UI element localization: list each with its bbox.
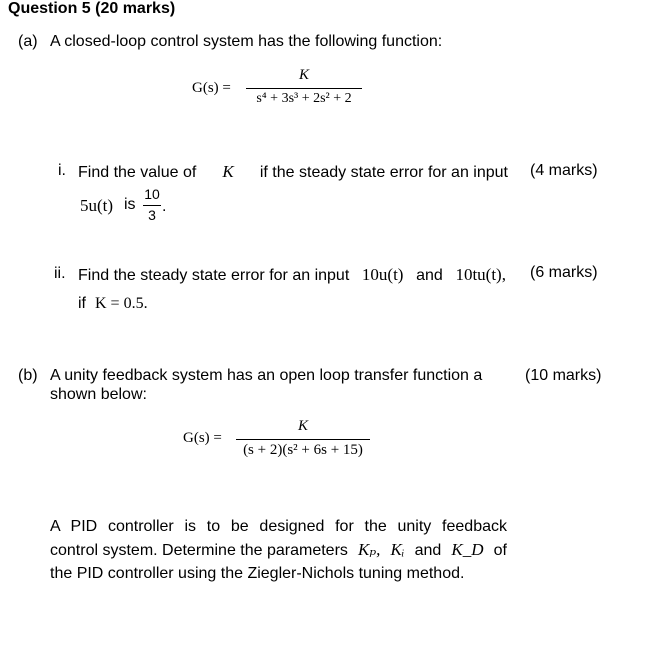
pid-of: of xyxy=(493,542,507,559)
part-b-line1: A unity feedback system has an open loop transfer function a xyxy=(50,367,483,384)
pid-line1: A PID controller is to be designed for the unity feedback xyxy=(50,518,507,535)
sub-i-var-k: K xyxy=(222,162,234,181)
sub-i-frac-num: 10 xyxy=(144,186,160,202)
sub-ii-text1: Find the steady state error for an input xyxy=(78,267,350,284)
sub-ii-line1 xyxy=(78,265,506,285)
pid-ki: Kᵢ xyxy=(390,540,405,559)
part-b-marks: (10 marks) xyxy=(525,367,602,384)
part-b-label: (b) xyxy=(18,367,38,384)
sub-i-line1 xyxy=(78,162,508,182)
eq-a-denominator: s⁴ + 3s³ + 2s² + 2 xyxy=(256,91,352,106)
sub-i-frac-bar xyxy=(143,205,161,206)
sub-i-is: is xyxy=(124,196,136,213)
eq-a-fraction-bar xyxy=(246,88,362,89)
sub-ii-input1: 10u(t) xyxy=(361,265,404,284)
sub-ii-marks: (6 marks) xyxy=(530,264,598,281)
sub-i-period: . xyxy=(162,198,167,215)
eq-b-numerator: K xyxy=(297,418,308,434)
pid-line3: the PID controller using the Ziegler-Nichols tuning method. xyxy=(50,565,465,582)
eq-b-fraction-bar xyxy=(236,439,370,440)
pid-line2-text: control system. Determine the parameters xyxy=(50,542,348,559)
part-a-label: (a) xyxy=(18,33,38,50)
eq-a-numerator: K xyxy=(298,67,309,83)
sub-ii-and: and xyxy=(416,267,443,284)
part-a-intro: A closed-loop control system has the following function: xyxy=(50,33,443,50)
question-title: Question 5 (20 marks) xyxy=(8,0,176,17)
pid-kd: K_D xyxy=(451,540,484,559)
pid-and: and xyxy=(414,542,442,559)
sub-i-text1: Find the value of xyxy=(78,164,197,181)
pid-kp: Kₚ, xyxy=(357,540,381,559)
sub-i-marks: (4 marks) xyxy=(530,162,598,179)
sub-i-input: 5u(t) xyxy=(80,196,114,215)
sub-i-label: i. xyxy=(58,162,66,179)
sub-i-text2: if the steady state error for an input xyxy=(259,164,508,181)
eq-a-lhs: G(s) = xyxy=(192,80,231,96)
sub-ii-input2: 10tu(t), xyxy=(455,265,506,284)
eq-b-lhs: G(s) = xyxy=(183,430,222,446)
sub-ii-if: if xyxy=(78,295,86,312)
sub-ii-label: ii. xyxy=(54,265,66,282)
part-b-line2: shown below: xyxy=(50,386,147,403)
sub-ii-condition: K = 0.5. xyxy=(95,295,148,312)
pid-line2 xyxy=(50,540,507,560)
sub-i-frac-den: 3 xyxy=(148,207,156,223)
eq-b-denominator: (s + 2)(s² + 6s + 15) xyxy=(243,442,363,458)
